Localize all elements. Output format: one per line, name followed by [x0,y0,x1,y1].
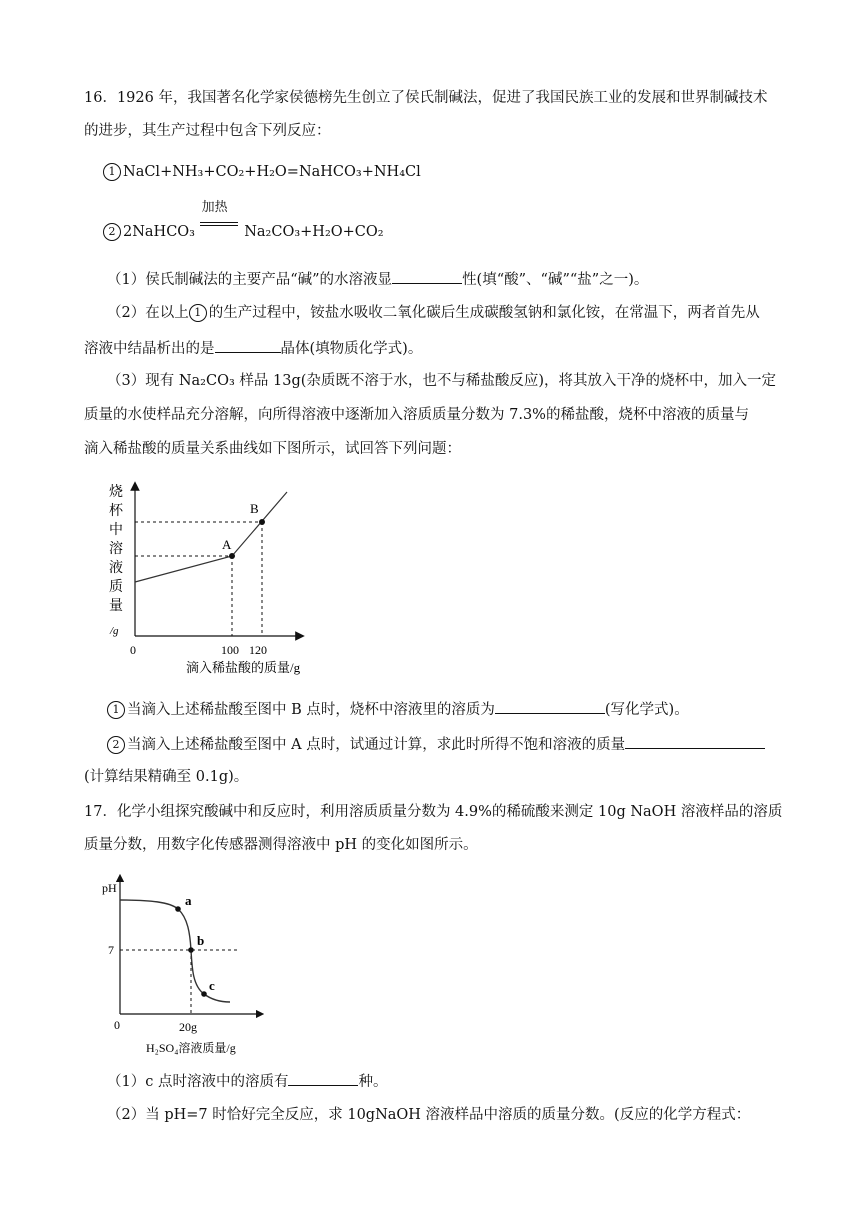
q16-sub1 [107,698,689,720]
q16-part2-line2 [84,337,422,359]
point-b [259,519,265,525]
origin-label: 0 [114,1018,120,1032]
q16-part2-text: （2）在以上 [107,305,189,321]
y-axis-label-char: 溶 [109,542,123,557]
q17-part1-text: （1）c 点时溶液中的溶质有 [107,1074,289,1090]
q16-sub2-line2: (计算结果精确至 0.1g)。 [84,769,249,785]
answer-blank[interactable] [625,733,765,749]
reaction-2-left: 2NaHCO₃ [123,224,195,240]
y-unit: /g [110,625,119,637]
q16-reaction-2 [103,200,384,242]
point-b-label: b [197,933,205,948]
heating-condition [200,200,240,236]
y-axis-label: pH [102,881,117,895]
point-a-label: a [185,893,192,908]
circled-number: 2 [103,223,121,241]
equals-line-top [200,222,238,223]
q17-part1-tail: 种。 [358,1074,388,1090]
x-tick-20g: 20g [179,1020,197,1034]
point-b-label: B [250,501,259,516]
q16-sub2 [107,733,765,755]
q16-part2-text3: 溶液中结晶析出的是 [84,341,215,357]
y-axis-label [109,483,124,614]
q16-reaction-1 [103,162,421,182]
point-a-label: A [222,537,232,552]
answer-blank[interactable] [495,698,605,714]
point-a [175,906,181,912]
point-c [201,991,207,997]
q17-part1 [107,1070,387,1092]
q16-part2 [107,303,760,323]
point-c-label: c [209,978,215,993]
y-axis-label-char: 烧 [109,485,123,500]
origin-label: 0 [130,643,136,657]
q17-stem-line1: 17．化学小组探究酸碱中和反应时，利用溶质质量分数为 4.9%的稀硫酸来测定 10g NaOH 溶液样品的溶质 [84,804,783,820]
answer-blank[interactable] [288,1070,358,1086]
q17-part2: （2）当 pH=7 时恰好完全反应，求 10gNaOH 溶液样品中溶质的质量分数。(反应的化学方程式： [107,1107,751,1123]
heating-label: 加热 [201,200,228,215]
reaction-2-right: Na₂CO₃+H₂O+CO₂ [244,224,384,240]
y-axis-label-char: 中 [109,523,123,538]
q16-part3-line2: 质量的水使样品充分溶解，向所得溶液中逐渐加入溶质质量分数为 7.3%的稀盐酸，烧杯中溶液的质量与 [84,407,749,423]
q16-sub1-text: 当滴入上述稀盐酸至图中 B 点时，烧杯中溶液里的溶质为 [127,702,495,718]
equals-line-bottom [200,225,238,226]
point-b [188,947,194,953]
q16-part1 [107,268,648,290]
q16-sub2-text: 当滴入上述稀盐酸至图中 A 点时，试通过计算，求此时所得不饱和溶液的质量 [127,737,626,753]
q16-part1-text: （1）侯氏制碱法的主要产品“碱”的水溶液显 [107,272,393,288]
y-axis-label-char: 液 [109,561,123,576]
data-line [135,492,287,582]
q17-stem-line2: 质量分数，用数字化传感器测得溶液中 pH 的变化如图所示。 [84,837,478,853]
reaction-1-equation: NaCl+NH₃+CO₂+H₂O=NaHCO₃+NH₄Cl [123,164,421,180]
x-axis-label: 滴入稀盐酸的质量/g [186,660,301,675]
point-a [229,553,235,559]
y-axis-label-char: 杯 [109,504,123,519]
y-axis-label-char: 量 [109,599,123,614]
q16-sub1-tail: (写化学式)。 [604,702,689,718]
x-tick-120: 120 [249,643,267,657]
answer-blank[interactable] [392,268,462,284]
ph-curve-chart [100,874,270,1064]
q16-stem-line2: 的进步，其生产过程中包含下列反应： [84,123,331,139]
q16-part2-tail: 晶体(填物质化学式)。 [280,341,423,357]
q16-stem-line1: 16．1926 年，我国著名化学家侯德榜先生创立了侯氏制碱法，促进了我国民族工业的发展和世界制碱技术 [84,90,768,106]
q16-part3-line3: 滴入稀盐酸的质量关系曲线如下图所示，试回答下列问题： [84,441,461,457]
y-axis-label-char: 质 [109,580,123,595]
circled-number: 1 [103,163,121,181]
q16-part3-line1: （3）现有 Na₂CO₃ 样品 13g(杂质既不溶于水，也不与稀盐酸反应)，将其放入干净的烧杯中，加入一定 [107,373,777,389]
q16-part2-text2: 的生产过程中，铵盐水吸收二氧化碳后生成碳酸氢钠和氯化铵，在常温下，两者首先从 [208,305,760,321]
q16-part1-tail: 性(填“酸”、“碱”“盐”之一)。 [462,272,649,288]
mass-vs-hcl-chart [100,476,320,681]
circled-number: 2 [107,736,125,754]
circled-number: 1 [189,304,207,322]
x-axis-label: H₂SO₄溶液质量/g [146,1041,236,1055]
circled-number: 1 [107,701,125,719]
y-tick-7: 7 [108,943,114,957]
answer-blank[interactable] [215,337,281,353]
x-tick-100: 100 [221,643,239,657]
